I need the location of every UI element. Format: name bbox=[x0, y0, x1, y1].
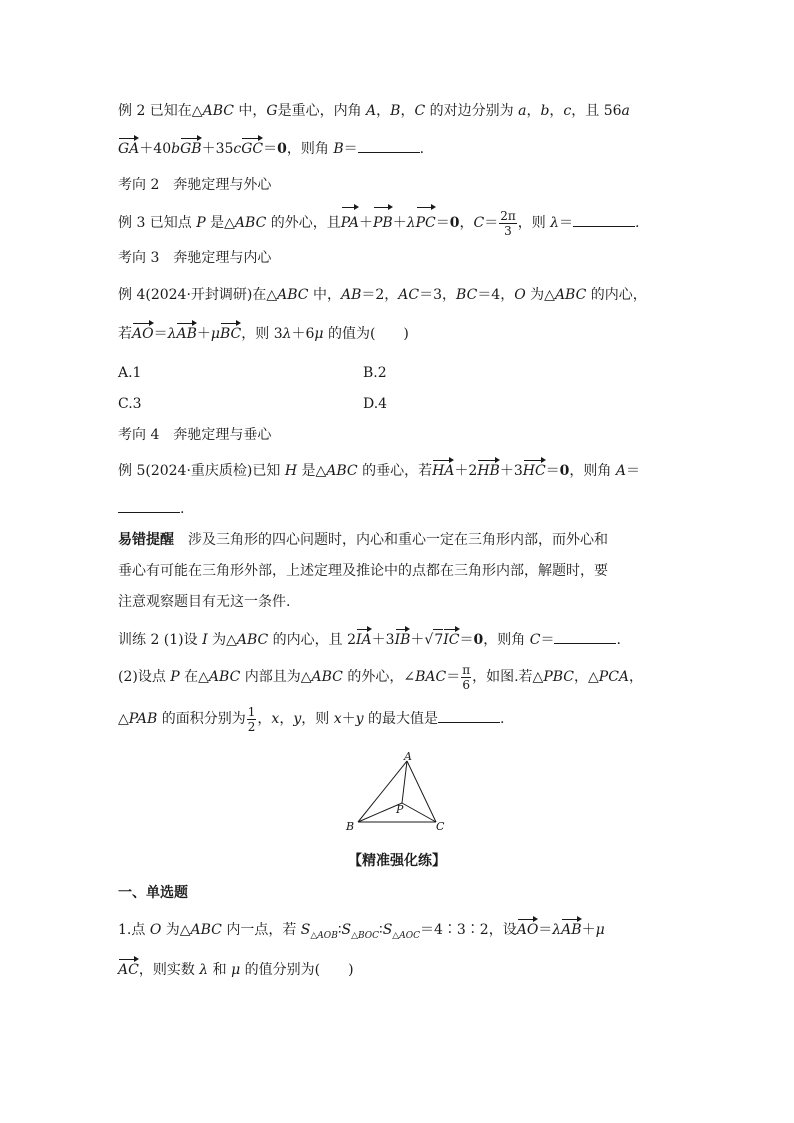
question-1-line-1: 1.点 O 为△ABC 内一点，若 $S_{\triangle AOB}∶S_{\triangle BOC}∶S_{\triangle AOC}=4∶3∶2$，设AO＝λAB＋μ bbox=[118, 922, 605, 941]
sqrt-symbol: √ bbox=[424, 632, 434, 648]
label-c: C bbox=[436, 820, 445, 833]
sqrt-7: 7 bbox=[433, 629, 443, 650]
vector-gb: GB bbox=[180, 141, 202, 157]
training-label: 训练 2 bbox=[118, 632, 160, 648]
fraction-1-2: $\frac{1}{2}$ bbox=[247, 704, 256, 734]
example-label: 例 4 bbox=[118, 287, 146, 303]
segment-pa bbox=[402, 761, 407, 803]
vector-hb: HB bbox=[477, 463, 500, 479]
answer-blank bbox=[573, 212, 635, 227]
tip-label: 易错提醒 bbox=[118, 532, 174, 548]
example-label: 例 5 bbox=[118, 463, 146, 479]
example-2-line-2: GA＋40bGB＋35cGC＝0，则角 B＝ . bbox=[118, 138, 424, 159]
vector-ab: AB bbox=[561, 922, 582, 938]
vector-ab: AB bbox=[176, 326, 197, 342]
direction-4-heading: 考向 4 奔驰定理与垂心 bbox=[118, 427, 272, 443]
example-4-line-2: 若AO＝λAB＋μBC，则 3λ＋6μ 的值为( ) bbox=[118, 326, 409, 342]
training-2-part-2-line-1: (2)设点 P 在△ABC 内部且为△ABC 的外心，∠BAC＝ $\frac{\pi}{6}$ ，如图.若△PBC，△PCA， bbox=[118, 662, 644, 692]
choice-d: D.4 bbox=[363, 396, 388, 412]
fraction-2pi-3: $\frac{2\pi}{3}$ bbox=[500, 208, 516, 238]
label-a: A bbox=[404, 750, 412, 763]
vector-ha: HA bbox=[432, 463, 455, 479]
vector-hc: HC bbox=[522, 463, 546, 479]
section-title: 【精准强化练】 bbox=[348, 853, 446, 869]
answer-blank bbox=[358, 138, 420, 153]
triangle-figure bbox=[340, 750, 460, 840]
vector-ic: IC bbox=[443, 632, 460, 648]
answer-blank bbox=[118, 498, 180, 513]
example-5-line-2: . bbox=[118, 498, 184, 519]
example-4-line-1: 例 4(2024·开封调研)在△ABC 中，AB＝2，AC＝3，BC＝4，O 为△ABC 的内心， bbox=[118, 287, 647, 303]
tip-line-3: 注意观察题目有无这一条件. bbox=[118, 594, 291, 610]
vector-ao: AO bbox=[132, 326, 154, 342]
example-3-line: 例 3 已知点 P 是△ABC 的外心，且PA＋PB＋λPC＝0，C＝ $\frac{2\pi}{3}$ ，则 λ＝ . bbox=[118, 208, 640, 238]
label-b: B bbox=[346, 820, 355, 833]
tip-line-2: 垂心有可能在三角形外部，上述定理及推论中的点都在三角形内部，解题时，要 bbox=[118, 563, 608, 579]
vector-pa: PA bbox=[341, 208, 359, 238]
example-label: 例 3 bbox=[118, 215, 146, 231]
question-1-line-2: AC，则实数 λ 和 μ 的值分别为( ) bbox=[118, 962, 354, 978]
vector-ia: IA bbox=[356, 632, 372, 648]
segment-pc bbox=[402, 803, 436, 822]
example-label: 例 2 bbox=[118, 103, 146, 119]
training-2-part-1: 训练 2 (1)设 I 为△ABC 的内心，且 2IA＋3IB＋√7IC＝0，则角 C＝ . bbox=[118, 629, 621, 650]
direction-3-heading: 考向 3 奔驰定理与内心 bbox=[118, 250, 272, 266]
choice-b: B.2 bbox=[363, 365, 387, 381]
vector-pb: PB bbox=[373, 208, 393, 238]
example-5-line-1: 例 5(2024·重庆质检)已知 H 是△ABC 的垂心，若HA＋2HB＋3HC＝0，则角 A＝ bbox=[118, 463, 640, 479]
training-2-part-2-line-2: △PAB 的面积分别为 $\frac{1}{2}$ ，x，y，则 x＋y 的最大值是 . bbox=[118, 704, 505, 734]
vector-ga: GA bbox=[118, 141, 140, 157]
vector-bc: BC bbox=[219, 326, 242, 342]
answer-blank bbox=[438, 708, 500, 723]
answer-blank bbox=[554, 629, 616, 644]
edge-ac bbox=[407, 761, 436, 822]
vector-ao: AO bbox=[516, 922, 539, 938]
example-2-line-1: 例 2 已知在△ABC 中，G是重心，内角 A，B，C 的对边分别为 a，b，c，且 56a bbox=[118, 103, 630, 119]
choice-a: A.1 bbox=[118, 365, 142, 381]
section-subtitle: 一、单选题 bbox=[118, 885, 188, 901]
choice-c: C.3 bbox=[118, 396, 142, 412]
label-p: P bbox=[396, 803, 404, 816]
direction-2-heading: 考向 2 奔驰定理与外心 bbox=[118, 177, 272, 193]
vector-ac: AC bbox=[118, 962, 139, 978]
vector-pc: PC bbox=[416, 208, 436, 238]
vector-ib: IB bbox=[394, 632, 411, 648]
vector-gc: GC bbox=[241, 141, 264, 157]
fraction-pi-6: $\frac{\pi}{6}$ bbox=[462, 662, 471, 692]
tip-line-1: 易错提醒 涉及三角形的四心问题时，内心和重心一定在三角形内部，而外心和 bbox=[118, 532, 608, 548]
